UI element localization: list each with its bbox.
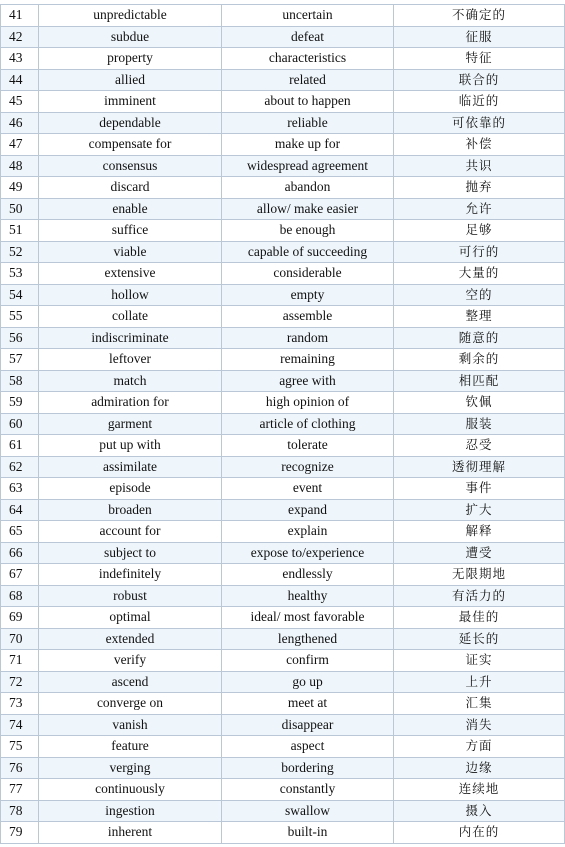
word-cell: leftover xyxy=(39,349,222,371)
word-cell: feature xyxy=(39,736,222,758)
table-row xyxy=(1,628,565,650)
chinese-meaning-cell: 方面 xyxy=(394,736,565,758)
word-cell: consensus xyxy=(39,155,222,177)
synonym-cell: considerable xyxy=(222,263,394,285)
synonym-cell: assemble xyxy=(222,306,394,328)
synonym-cell: high opinion of xyxy=(222,392,394,414)
chinese-meaning-cell: 解释 xyxy=(394,521,565,543)
table-row xyxy=(1,26,565,48)
table-row xyxy=(1,585,565,607)
table-row xyxy=(1,198,565,220)
row-number-cell: 73 xyxy=(1,693,39,715)
synonym-cell: capable of succeeding xyxy=(222,241,394,263)
word-cell: indiscriminate xyxy=(39,327,222,349)
chinese-meaning-cell: 忍受 xyxy=(394,435,565,457)
row-number-cell: 45 xyxy=(1,91,39,113)
synonym-cell: endlessly xyxy=(222,564,394,586)
chinese-meaning-cell: 补偿 xyxy=(394,134,565,156)
synonym-cell: go up xyxy=(222,671,394,693)
row-number-cell: 46 xyxy=(1,112,39,134)
word-cell: assimilate xyxy=(39,456,222,478)
table-row xyxy=(1,306,565,328)
synonym-cell: bordering xyxy=(222,757,394,779)
synonym-cell: remaining xyxy=(222,349,394,371)
row-number-cell: 62 xyxy=(1,456,39,478)
chinese-meaning-cell: 消失 xyxy=(394,714,565,736)
row-number-cell: 64 xyxy=(1,499,39,521)
chinese-meaning-cell: 透彻理解 xyxy=(394,456,565,478)
word-cell: indefinitely xyxy=(39,564,222,586)
chinese-meaning-cell: 钦佩 xyxy=(394,392,565,414)
table-row xyxy=(1,263,565,285)
row-number-cell: 74 xyxy=(1,714,39,736)
table-row xyxy=(1,69,565,91)
table-row xyxy=(1,822,565,844)
word-cell: unpredictable xyxy=(39,5,222,27)
row-number-cell: 55 xyxy=(1,306,39,328)
synonym-cell: random xyxy=(222,327,394,349)
chinese-meaning-cell: 空的 xyxy=(394,284,565,306)
chinese-meaning-cell: 内在的 xyxy=(394,822,565,844)
word-cell: converge on xyxy=(39,693,222,715)
synonym-cell: uncertain xyxy=(222,5,394,27)
synonym-cell: abandon xyxy=(222,177,394,199)
word-cell: viable xyxy=(39,241,222,263)
word-cell: enable xyxy=(39,198,222,220)
chinese-meaning-cell: 有活力的 xyxy=(394,585,565,607)
synonym-cell: agree with xyxy=(222,370,394,392)
row-number-cell: 76 xyxy=(1,757,39,779)
chinese-meaning-cell: 证实 xyxy=(394,650,565,672)
chinese-meaning-cell: 事件 xyxy=(394,478,565,500)
row-number-cell: 58 xyxy=(1,370,39,392)
synonym-cell: tolerate xyxy=(222,435,394,457)
synonym-cell: empty xyxy=(222,284,394,306)
chinese-meaning-cell: 遭受 xyxy=(394,542,565,564)
chinese-meaning-cell: 不确定的 xyxy=(394,5,565,27)
synonym-cell: allow/ make easier xyxy=(222,198,394,220)
table-row xyxy=(1,5,565,27)
row-number-cell: 54 xyxy=(1,284,39,306)
chinese-meaning-cell: 边缘 xyxy=(394,757,565,779)
synonym-cell: swallow xyxy=(222,800,394,822)
table-row xyxy=(1,478,565,500)
row-number-cell: 78 xyxy=(1,800,39,822)
word-cell: verify xyxy=(39,650,222,672)
chinese-meaning-cell: 大量的 xyxy=(394,263,565,285)
vocabulary-table-body xyxy=(1,5,565,844)
word-cell: suffice xyxy=(39,220,222,242)
chinese-meaning-cell: 共识 xyxy=(394,155,565,177)
word-cell: verging xyxy=(39,757,222,779)
chinese-meaning-cell: 征服 xyxy=(394,26,565,48)
table-row xyxy=(1,693,565,715)
chinese-meaning-cell: 最佳的 xyxy=(394,607,565,629)
row-number-cell: 44 xyxy=(1,69,39,91)
synonym-cell: related xyxy=(222,69,394,91)
chinese-meaning-cell: 随意的 xyxy=(394,327,565,349)
table-row xyxy=(1,671,565,693)
table-row xyxy=(1,349,565,371)
row-number-cell: 70 xyxy=(1,628,39,650)
word-cell: subdue xyxy=(39,26,222,48)
row-number-cell: 49 xyxy=(1,177,39,199)
synonym-cell: confirm xyxy=(222,650,394,672)
synonym-cell: built-in xyxy=(222,822,394,844)
chinese-meaning-cell: 剩余的 xyxy=(394,349,565,371)
chinese-meaning-cell: 允许 xyxy=(394,198,565,220)
chinese-meaning-cell: 足够 xyxy=(394,220,565,242)
row-number-cell: 56 xyxy=(1,327,39,349)
chinese-meaning-cell: 扩大 xyxy=(394,499,565,521)
table-row xyxy=(1,607,565,629)
table-row xyxy=(1,456,565,478)
chinese-meaning-cell: 特征 xyxy=(394,48,565,70)
word-cell: ascend xyxy=(39,671,222,693)
table-row xyxy=(1,736,565,758)
word-cell: account for xyxy=(39,521,222,543)
table-row xyxy=(1,714,565,736)
row-number-cell: 60 xyxy=(1,413,39,435)
word-cell: hollow xyxy=(39,284,222,306)
word-cell: allied xyxy=(39,69,222,91)
word-cell: broaden xyxy=(39,499,222,521)
row-number-cell: 63 xyxy=(1,478,39,500)
chinese-meaning-cell: 临近的 xyxy=(394,91,565,113)
chinese-meaning-cell: 摄入 xyxy=(394,800,565,822)
synonym-cell: be enough xyxy=(222,220,394,242)
word-cell: robust xyxy=(39,585,222,607)
row-number-cell: 61 xyxy=(1,435,39,457)
chinese-meaning-cell: 延长的 xyxy=(394,628,565,650)
word-cell: property xyxy=(39,48,222,70)
row-number-cell: 77 xyxy=(1,779,39,801)
row-number-cell: 48 xyxy=(1,155,39,177)
row-number-cell: 57 xyxy=(1,349,39,371)
chinese-meaning-cell: 汇集 xyxy=(394,693,565,715)
synonym-cell: ideal/ most favorable xyxy=(222,607,394,629)
synonym-cell: explain xyxy=(222,521,394,543)
word-cell: match xyxy=(39,370,222,392)
table-row xyxy=(1,542,565,564)
row-number-cell: 51 xyxy=(1,220,39,242)
vocabulary-table xyxy=(0,4,565,844)
table-row xyxy=(1,112,565,134)
word-cell: subject to xyxy=(39,542,222,564)
chinese-meaning-cell: 整理 xyxy=(394,306,565,328)
chinese-meaning-cell: 抛弃 xyxy=(394,177,565,199)
row-number-cell: 79 xyxy=(1,822,39,844)
row-number-cell: 43 xyxy=(1,48,39,70)
word-cell: vanish xyxy=(39,714,222,736)
chinese-meaning-cell: 连续地 xyxy=(394,779,565,801)
row-number-cell: 53 xyxy=(1,263,39,285)
word-cell: garment xyxy=(39,413,222,435)
synonym-cell: article of clothing xyxy=(222,413,394,435)
row-number-cell: 47 xyxy=(1,134,39,156)
synonym-cell: constantly xyxy=(222,779,394,801)
table-row xyxy=(1,650,565,672)
synonym-cell: widespread agreement xyxy=(222,155,394,177)
word-cell: put up with xyxy=(39,435,222,457)
word-cell: ingestion xyxy=(39,800,222,822)
chinese-meaning-cell: 无限期地 xyxy=(394,564,565,586)
word-cell: collate xyxy=(39,306,222,328)
table-row xyxy=(1,370,565,392)
table-row xyxy=(1,757,565,779)
table-row xyxy=(1,220,565,242)
synonym-cell: make up for xyxy=(222,134,394,156)
synonym-cell: about to happen xyxy=(222,91,394,113)
table-row xyxy=(1,241,565,263)
synonym-cell: expand xyxy=(222,499,394,521)
row-number-cell: 42 xyxy=(1,26,39,48)
chinese-meaning-cell: 上升 xyxy=(394,671,565,693)
row-number-cell: 69 xyxy=(1,607,39,629)
synonym-cell: event xyxy=(222,478,394,500)
table-row xyxy=(1,521,565,543)
row-number-cell: 50 xyxy=(1,198,39,220)
table-row xyxy=(1,284,565,306)
synonym-cell: lengthened xyxy=(222,628,394,650)
synonym-cell: expose to/experience xyxy=(222,542,394,564)
word-cell: continuously xyxy=(39,779,222,801)
row-number-cell: 41 xyxy=(1,5,39,27)
table-row xyxy=(1,155,565,177)
chinese-meaning-cell: 服装 xyxy=(394,413,565,435)
synonym-cell: disappear xyxy=(222,714,394,736)
row-number-cell: 75 xyxy=(1,736,39,758)
chinese-meaning-cell: 联合的 xyxy=(394,69,565,91)
table-row xyxy=(1,499,565,521)
table-row xyxy=(1,779,565,801)
row-number-cell: 71 xyxy=(1,650,39,672)
table-row xyxy=(1,800,565,822)
table-row xyxy=(1,327,565,349)
row-number-cell: 52 xyxy=(1,241,39,263)
word-cell: episode xyxy=(39,478,222,500)
table-row xyxy=(1,134,565,156)
word-cell: imminent xyxy=(39,91,222,113)
synonym-cell: reliable xyxy=(222,112,394,134)
word-cell: dependable xyxy=(39,112,222,134)
word-cell: optimal xyxy=(39,607,222,629)
row-number-cell: 72 xyxy=(1,671,39,693)
table-row xyxy=(1,177,565,199)
word-cell: compensate for xyxy=(39,134,222,156)
row-number-cell: 67 xyxy=(1,564,39,586)
synonym-cell: aspect xyxy=(222,736,394,758)
table-row xyxy=(1,91,565,113)
word-cell: discard xyxy=(39,177,222,199)
word-cell: admiration for xyxy=(39,392,222,414)
synonym-cell: characteristics xyxy=(222,48,394,70)
table-row xyxy=(1,435,565,457)
table-row xyxy=(1,392,565,414)
word-cell: extensive xyxy=(39,263,222,285)
word-cell: inherent xyxy=(39,822,222,844)
synonym-cell: meet at xyxy=(222,693,394,715)
table-row xyxy=(1,564,565,586)
chinese-meaning-cell: 可依靠的 xyxy=(394,112,565,134)
word-cell: extended xyxy=(39,628,222,650)
synonym-cell: defeat xyxy=(222,26,394,48)
row-number-cell: 65 xyxy=(1,521,39,543)
synonym-cell: healthy xyxy=(222,585,394,607)
synonym-cell: recognize xyxy=(222,456,394,478)
chinese-meaning-cell: 相匹配 xyxy=(394,370,565,392)
table-row xyxy=(1,48,565,70)
chinese-meaning-cell: 可行的 xyxy=(394,241,565,263)
table-row xyxy=(1,413,565,435)
row-number-cell: 66 xyxy=(1,542,39,564)
row-number-cell: 68 xyxy=(1,585,39,607)
row-number-cell: 59 xyxy=(1,392,39,414)
